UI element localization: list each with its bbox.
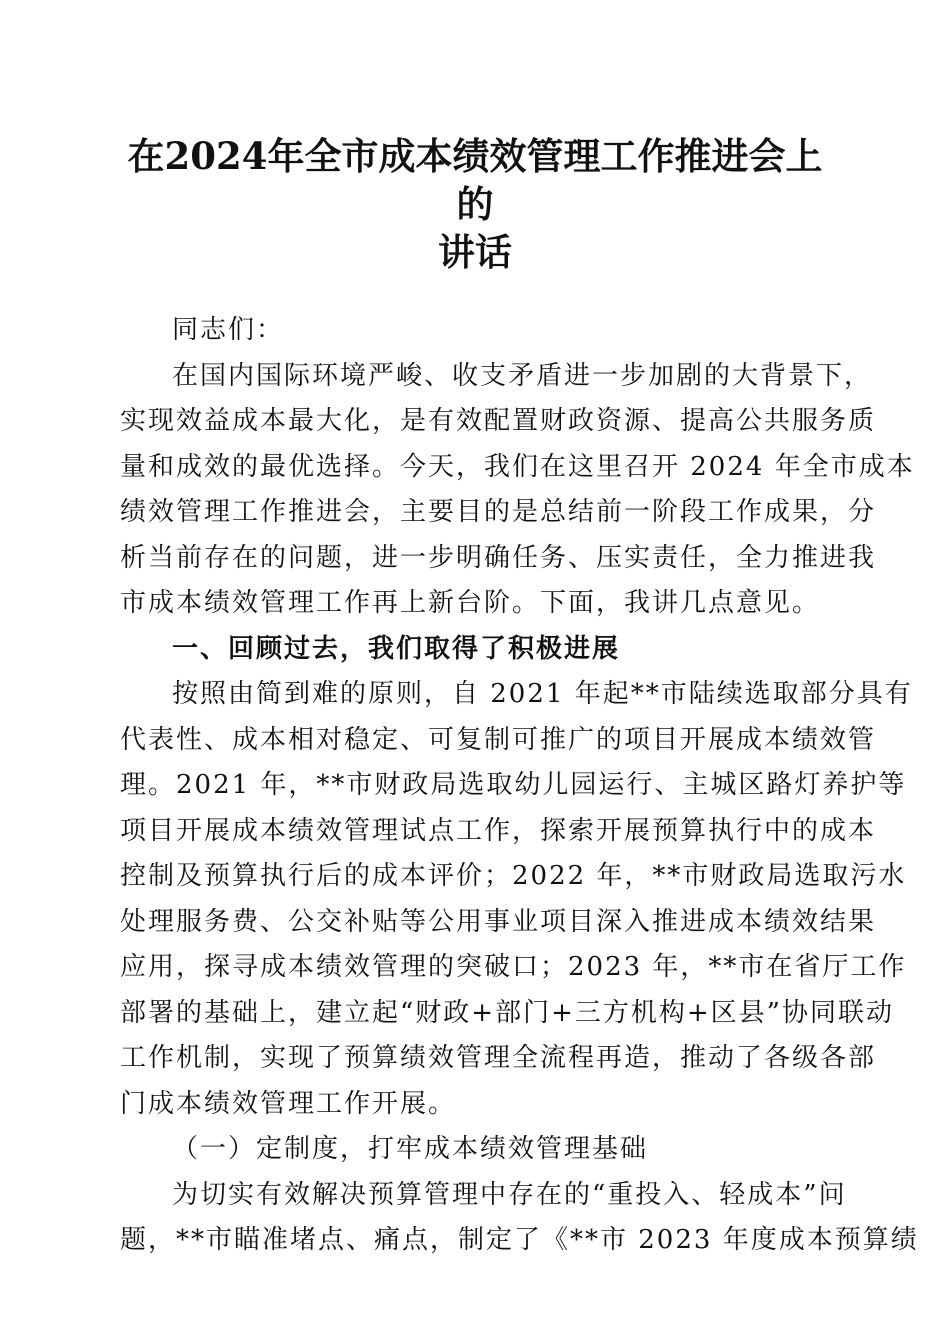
document-body xyxy=(120,308,919,1264)
paragraph-line: 在国内国际环境严峻、收支矛盾进一步加剧的大背景下， xyxy=(172,360,873,391)
paragraph-line: 市成本绩效管理工作再上新台阶。下面，我讲几点意见。 xyxy=(120,588,821,618)
paragraph-line: 理。2021 年，**市财政局选取幼儿园运行、主城区路灯养护等 xyxy=(120,770,907,800)
salutation: 同志们： xyxy=(172,315,285,345)
paragraph-line: 工作机制，实现了预算绩效管理全流程再造，推动了各级各部 xyxy=(120,1043,877,1073)
paragraph-line: 题，**市瞄准堵点、痛点，制定了《**市 2023 年度成本预算绩 xyxy=(120,1225,919,1255)
paragraph-line: 项目开展成本绩效管理试点工作，探索开展预算执行中的成本 xyxy=(120,815,877,846)
paragraph-line: 门成本绩效管理工作开展。 xyxy=(120,1088,457,1119)
paragraph-line: 代表性、成本相对稳定、可复制可推广的项目开展成本绩效管 xyxy=(120,724,877,755)
title-line-2: 讲话 xyxy=(438,230,512,274)
paragraph-line: 为切实有效解决预算管理中存在的“重投入、轻成本”问 xyxy=(172,1179,847,1210)
section-heading-1: 一、回顾过去，我们取得了积极进展 xyxy=(172,633,621,664)
paragraph-line: 部署的基础上，建立起“财政+部门+三方机构+区县”协同联动 xyxy=(120,997,894,1028)
paragraph-line: 实现效益成本最大化，是有效配置财政资源、提高公共服务质 xyxy=(120,406,877,436)
paragraph-line: 量和成效的最优选择。今天，我们在这里召开 2024 年全市成本 xyxy=(120,451,915,482)
subsection-heading-1: （一）定制度，打牢成本绩效管理基础 xyxy=(172,1134,649,1164)
paragraph-line: 按照由简到难的原则，自 2021 年起**市陆续选取部分具有 xyxy=(172,679,913,709)
subsection-1-paragraph xyxy=(120,1173,919,1264)
paragraph-line: 绩效管理工作推进会，主要目的是总结前一阶段工作成果，分 xyxy=(120,497,877,527)
paragraph-line: 应用，探寻成本绩效管理的突破口；2023 年，**市在省厅工作 xyxy=(120,952,907,982)
paragraph-line: 处理服务费、公交补贴等公用事业项目深入推进成本绩效结果 xyxy=(120,906,877,937)
document-title xyxy=(120,132,830,276)
paragraph-line: 控制及预算执行后的成本评价；2022 年，**市财政局选取污水 xyxy=(120,861,907,891)
section-1-paragraph xyxy=(120,672,913,1127)
paragraph-line: 析当前存在的问题，进一步明确任务、压实责任，全力推进我 xyxy=(120,542,877,573)
intro-paragraph xyxy=(120,354,915,627)
title-line-1: 在2024年全市成本绩效管理工作推进会上的 xyxy=(127,134,823,226)
